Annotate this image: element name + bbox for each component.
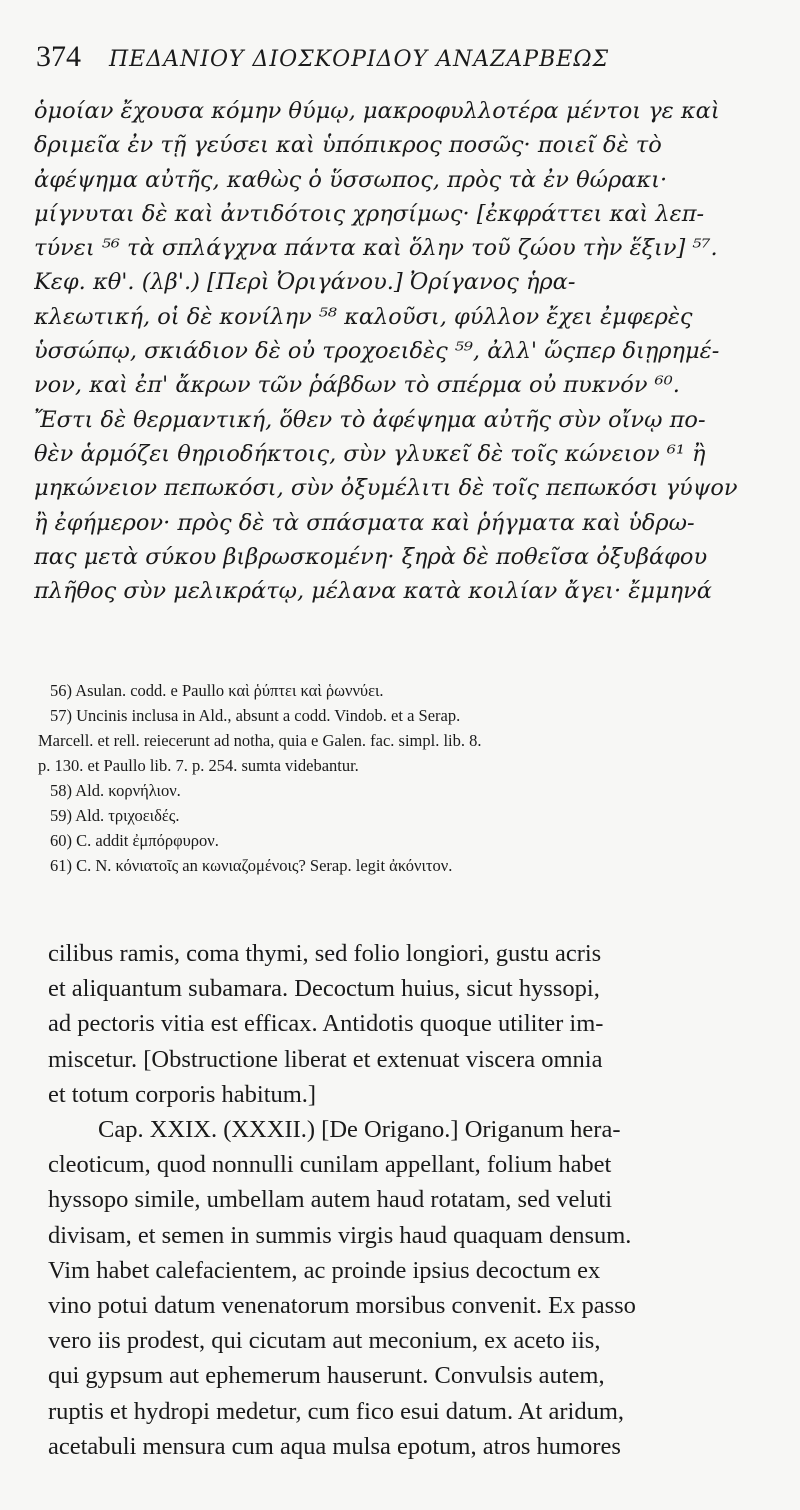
greek-line: τύνει ⁵⁶ τὰ σπλάγχνα πάντα καὶ ὅλην τοῦ ζώου τὴν ἕξιν] ⁵⁷. bbox=[34, 235, 718, 262]
latin-line: hyssopo simile, umbellam autem haud rotatam, sed veluti bbox=[48, 1186, 613, 1214]
footnotes-block bbox=[38, 678, 774, 878]
page-header bbox=[36, 40, 776, 80]
latin-line: vino potui datum venenatorum morsibus convenit. Ex passo bbox=[48, 1292, 636, 1320]
greek-line: δριμεῖα ἐν τῇ γεύσει καὶ ὑπόπικρος ποσῶς· ποιεῖ δὲ τὸ bbox=[34, 132, 662, 159]
greek-line: νον, καὶ ἐπ' ἄκρων τῶν ῥάβδων τὸ σπέρμα οὐ πυκνόν ⁶⁰. bbox=[34, 372, 680, 399]
latin-line: divisam, et semen in summis virgis haud quaquam densum. bbox=[48, 1221, 632, 1249]
greek-line: ἀφέψημα αὐτῆς, καθὼς ὁ ὕσσωπος, πρὸς τὰ ἐν θώρακι· bbox=[34, 166, 668, 193]
footnote-line: 58) Ald. κορνήλιον. bbox=[50, 781, 181, 800]
footnote-line: Marcell. et rell. reiecerunt ad notha, quia e Galen. fac. simpl. lib. 8. bbox=[38, 731, 482, 750]
latin-line: et aliquantum subamara. Decoctum huius, sicut hyssopi, bbox=[48, 975, 600, 1003]
latin-line: qui gypsum aut ephemerum hauserunt. Convulsis autem, bbox=[48, 1362, 605, 1390]
latin-line: et totum corporis habitum.] bbox=[48, 1080, 317, 1108]
latin-line: acetabuli mensura cum aqua mulsa epotum, atros humores bbox=[48, 1432, 621, 1460]
greek-line: Ἔστι δὲ θερμαντική, ὅθεν τὸ ἀφέψημα αὐτῆς σὺν οἴνῳ πο- bbox=[34, 406, 706, 433]
footnote-line: 57) Uncinis inclusa in Ald., absunt a codd. Vindob. et a Serap. bbox=[50, 706, 461, 725]
latin-line: ruptis et hydropi medetur, cum fico esui datum. At aridum, bbox=[48, 1397, 625, 1425]
greek-line: πλῆθος σὺν μελικράτῳ, μέλανα κατὰ κοιλίαν ἄγει· ἔμμηνά bbox=[34, 578, 712, 605]
latin-text-block bbox=[48, 936, 774, 1464]
latin-line: ad pectoris vitia est efficax. Antidotis quoque utiliter im- bbox=[48, 1010, 604, 1038]
greek-line: πας μετὰ σύκου βιβρωσκομένη· ξηρὰ δὲ ποθεῖσα ὀξυβάφου bbox=[34, 543, 708, 570]
greek-line: κλεωτική, οἱ δὲ κονίλην ⁵⁸ καλοῦσι, φύλλον ἔχει ἐμφερὲς bbox=[34, 303, 693, 330]
latin-line: miscetur. [Obstructione liberat et extenuat viscera omnia bbox=[48, 1045, 603, 1073]
greek-line: ὁμοίαν ἔχουσα κόμην θύμῳ, μακροφυλλοτέρα μέντοι γε καὶ bbox=[34, 98, 720, 124]
latin-line: Cap. XXIX. (XXXII.) [De Origano.] Origanum hera- bbox=[98, 1116, 621, 1144]
greek-line: μίγνυται δὲ καὶ ἀντιδότοις χρησίμως· [ἐκφράττει καὶ λεπ- bbox=[34, 200, 705, 227]
greek-text-block bbox=[34, 94, 774, 608]
page-number: 374 bbox=[36, 40, 81, 73]
greek-line: Κεφ. κθ'. (λβ'.) [Περὶ Ὀριγάνου.] Ὀρίγανος ἡρα- bbox=[34, 269, 576, 296]
footnote-line: p. 130. et Paullo lib. 7. p. 254. sumta videbantur. bbox=[38, 756, 359, 775]
running-head: ΠΕΔΑΝΙΟΥ ΔΙΟΣΚΟΡΙΔΟΥ ΑΝΑΖΑΡΒΕΩΣ bbox=[109, 47, 610, 72]
greek-line: ἢ ἐφήμερον· πρὸς δὲ τὰ σπάσματα καὶ ῥήγματα καὶ ὑδρω- bbox=[34, 509, 695, 536]
latin-line: cleoticum, quod nonnulli cunilam appellant, folium habet bbox=[48, 1151, 612, 1179]
latin-line: Vim habet calefacientem, ac proinde ipsius decoctum ex bbox=[48, 1256, 601, 1284]
latin-line: vero iis prodest, qui cicutam aut meconium, ex aceto iis, bbox=[48, 1327, 601, 1355]
latin-line: cilibus ramis, coma thymi, sed folio longiori, gustu acris bbox=[48, 940, 602, 967]
footnote-line: 59) Ald. τριχοειδές. bbox=[50, 806, 180, 825]
greek-line: μηκώνειον πεπωκόσι, σὺν ὀξυμέλιτι δὲ τοῖς πεπωκόσι γύψον bbox=[34, 475, 738, 502]
footnote-line: 61) C. N. κόνιατοῖς an κωνιαζομένοις? Serap. legit ἀκόνιτον. bbox=[50, 856, 453, 875]
greek-line: ὑσσώπῳ, σκιάδιον δὲ οὐ τροχοειδὲς ⁵⁹, ἀλλ' ὥςπερ διῃρημέ- bbox=[34, 338, 720, 365]
footnote-line: 60) C. addit ἐμπόρφυρον. bbox=[50, 831, 219, 850]
footnote-line: 56) Asulan. codd. e Paullo καὶ ῥύπτει καὶ ῥωννύει. bbox=[50, 681, 384, 700]
greek-line: θὲν ἁρμόζει θηριοδήκτοις, σὺν γλυκεῖ δὲ τοῖς κώνειον ⁶¹ ἢ bbox=[34, 440, 706, 467]
